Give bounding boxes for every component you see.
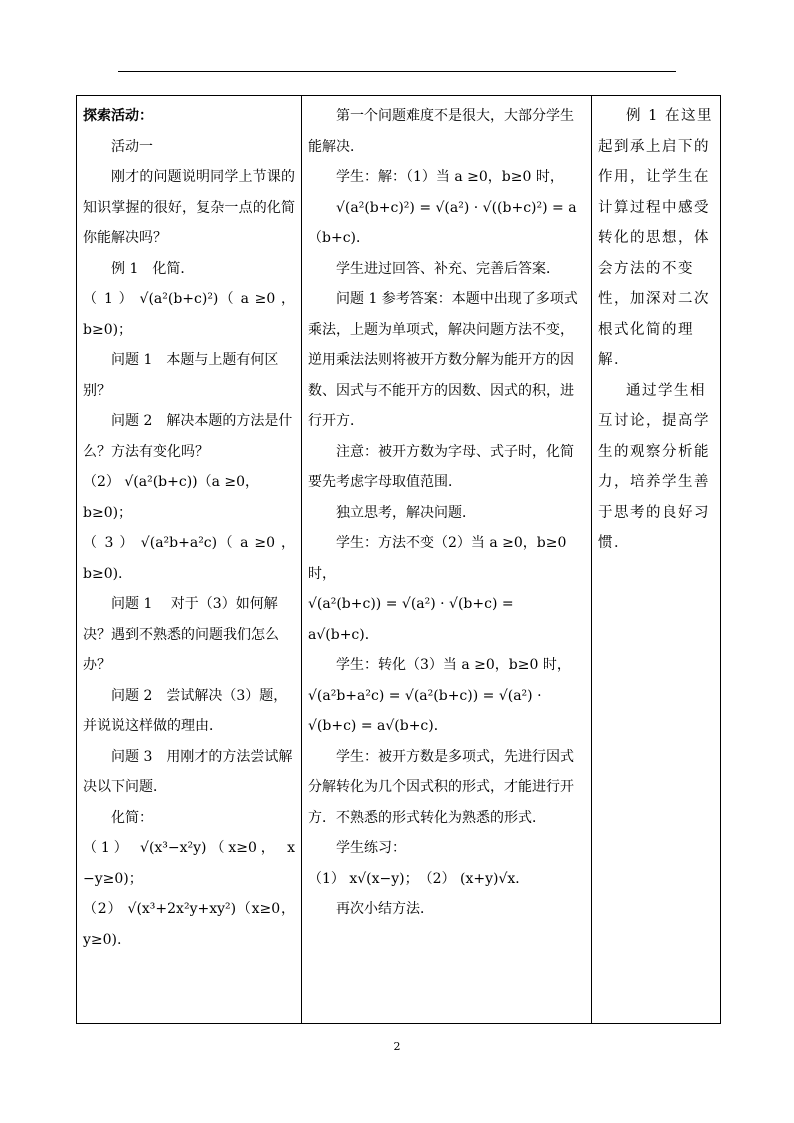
note-paragraph: 注意：被开方数为字母、式子时，化简要先考虑字母取值范围． [308,443,574,490]
design-intent-column [592,96,721,1024]
student-p8: 学生：转化（3）当 a ≥0，b≥0 时， [336,657,571,673]
student-p3: 学生进过回答、补充、完善后答案． [336,260,560,277]
summary-text: 再次小结方法． [336,901,434,917]
page-number: 2 [393,1040,401,1053]
question-3b: 问题 3 用刚才的方法尝试解决以下问题． [83,748,293,795]
item-2: （2） √(a²(b+c))（a ≥0，b≥0)； [83,474,260,521]
exercise-1: （1） √(x³−x²y)（x≥0， x −y≥0)； [83,840,295,887]
intent-p2: 通过学生相互讨论，提高学生的观察分析能力，培养学生善于思考的良好习惯． [598,382,710,551]
student-p9: 学生：被开方数是多项式，先进行因式分解转化为几个因式积的形式，才能进行开方．不熟悉的形式转化为熟悉的形式． [308,748,574,826]
student-p7: 学生：方法不变（2）当 a ≥0，b≥0 时， [308,535,567,582]
simplify-label: 化简： [111,809,153,826]
question-2b: 问题 2 尝试解决（3）题，并说说这样做的理由． [83,687,288,734]
question-1b: 问题 1 对于（3）如何解决？遇到不熟悉的问题我们怎么办？ [83,596,279,673]
student-p2: 学生：解：（1）当 a ≥0，b≥0 时， [336,169,564,185]
student-column [302,96,592,1024]
practice-items: （1） x√(x−y)； （2） (x+y)√x． [308,870,530,887]
section-heading: 探索活动： [83,108,153,124]
intent-p1: 例 1 在这里起到承上启下的作用，让学生在计算过程中感受转化的思想，体会方法的不变性，加深对二次根式化简的理解． [598,108,713,368]
practice-label: 学生练习： [336,840,406,856]
activity-column [77,96,302,1024]
intro-text: 刚才的问题说明同学上节课的知识掌握的很好，复杂一点的化简你能解决吗？ [83,169,295,246]
equation-1: √(a²(b+c)²) = √(a²) · √((b+c)²) = a（b+c)． [308,199,577,246]
exercise-2: （2） √(x³+2x²y+xy²)（x≥0，y≥0). [83,901,295,948]
student-p6: 独立思考，解决问题． [336,504,476,521]
lesson-table [76,95,721,1024]
equation-2: √(a²(b+c)) = √(a²) · √(b+c) = a√(b+c)． [308,596,514,643]
question-2: 问题 2 解决本题的方法是什么？方法有变化吗？ [83,413,293,460]
item-3: （ 3 ） √(a²b+a²c)（ a ≥0 ，b≥0). [83,535,295,582]
header-rule [118,71,676,72]
question-1: 问题 1 本题与上题有何区别？ [83,352,279,399]
equation-3: √(a²b+a²c) = √(a²(b+c)) = √(a²) · √(b+c) = a√(b+c)． [308,687,542,734]
item-1: （ 1 ） √(a²(b+c)²)（ a ≥0 ，b≥0)； [83,291,295,338]
activity-label: 活动一 [111,138,153,155]
answer-paragraph: 问题 1 参考答案：本题中出现了多项式乘法，上题为单项式，解决问题方法不变，逆用乘法法则将被开方数分解为能开方的因数、因式与不能开方的因数、因式的积，进行开方． [308,291,578,429]
example-title: 例 1 化简． [111,260,195,277]
student-p1: 第一个问题难度不是很大，大部分学生能解决． [308,108,574,155]
